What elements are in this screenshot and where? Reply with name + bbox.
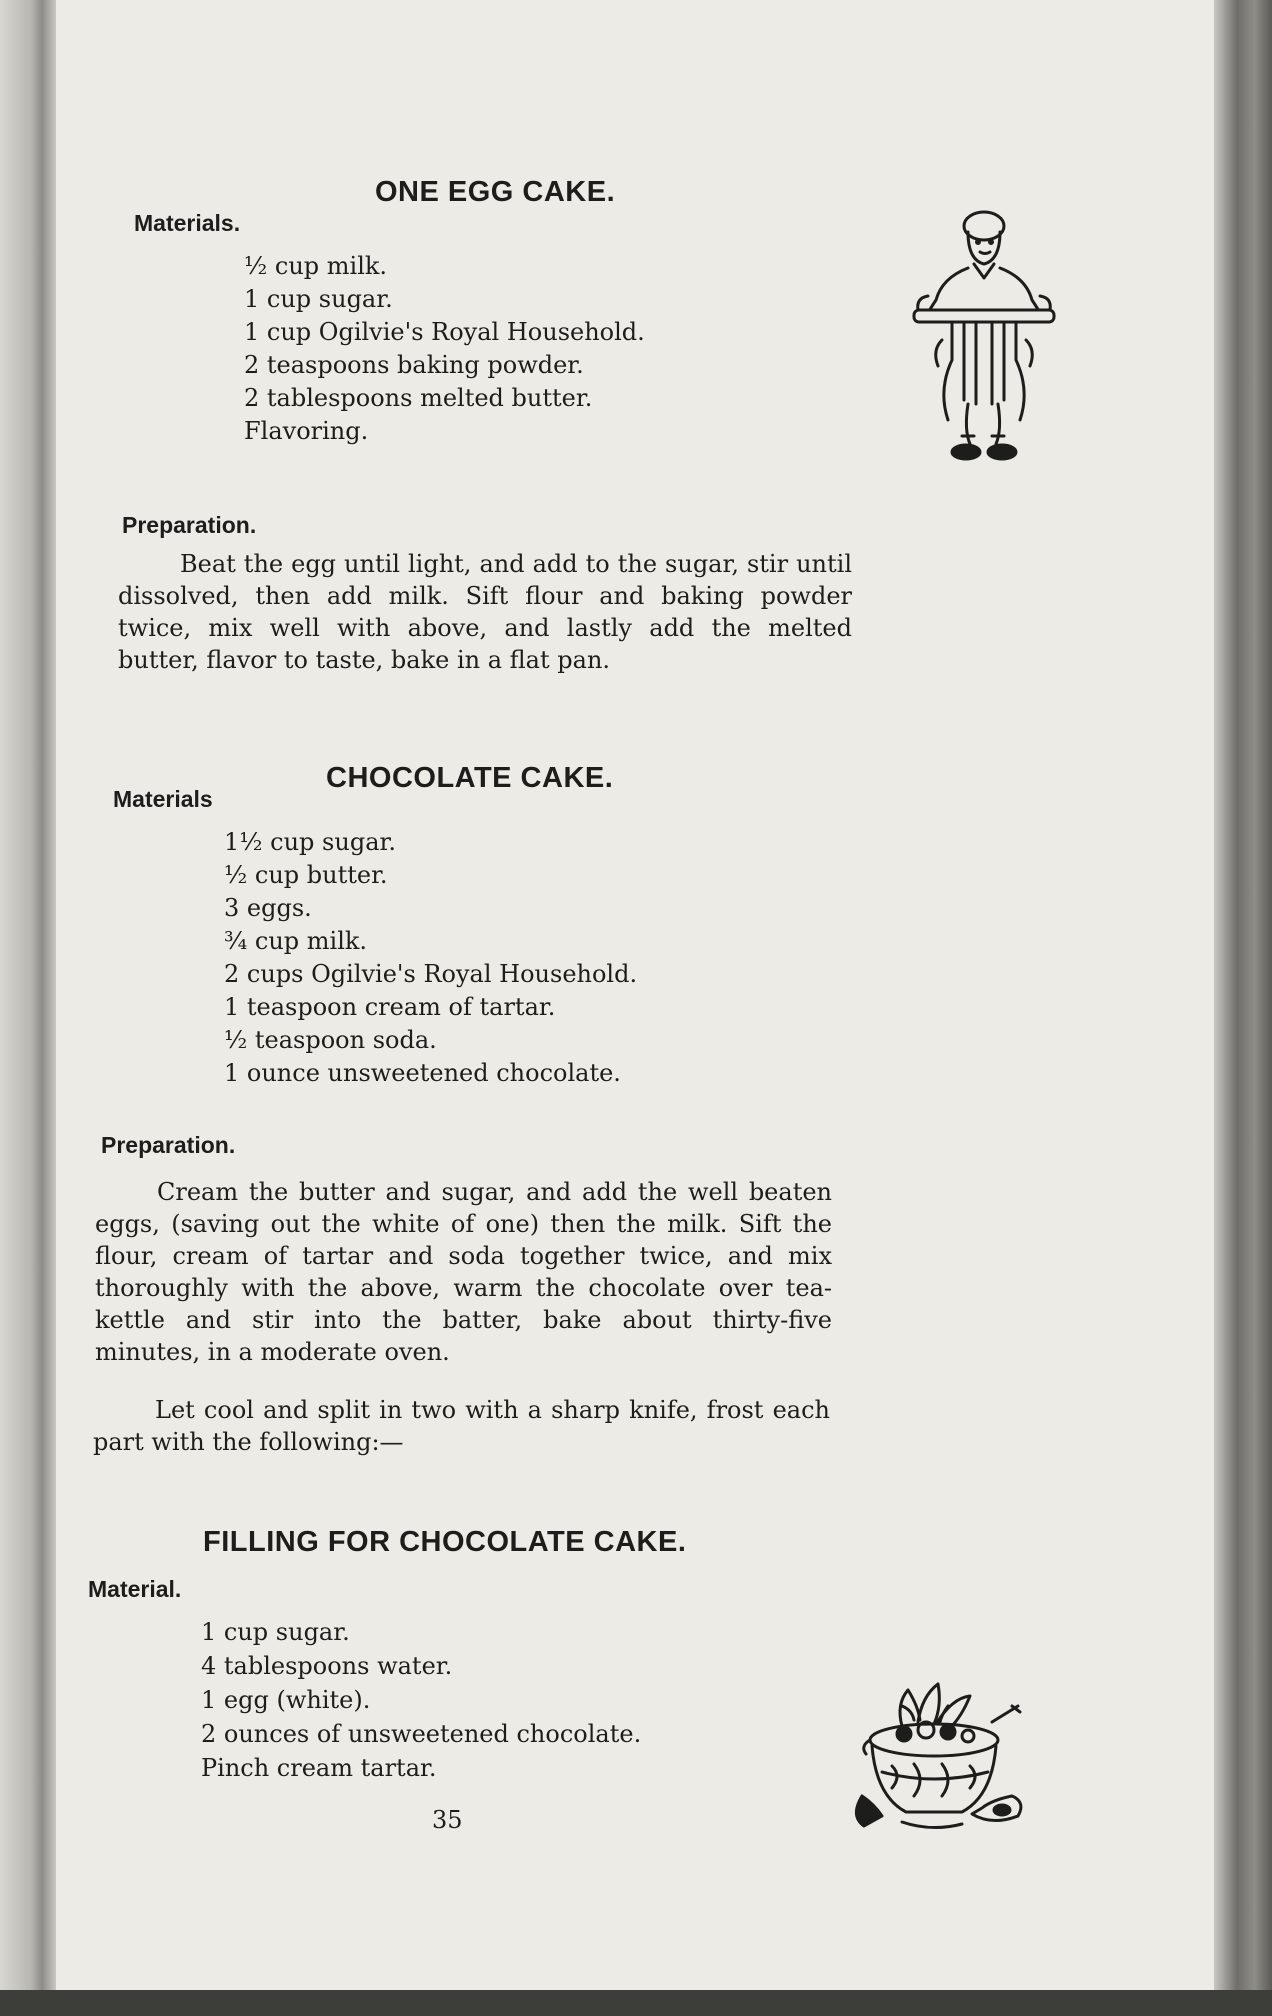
preparation-text: Let cool and split in two with a sharp knife, frost each part with the following:— xyxy=(93,1396,830,1456)
ingredient-item: Pinch cream tartar. xyxy=(201,1754,437,1782)
ingredient-list xyxy=(201,1615,641,1785)
recipe-title-one-egg-cake: ONE EGG CAKE. xyxy=(375,176,616,208)
ingredient-item: 1 ounce unsweetened chocolate. xyxy=(224,1059,621,1087)
ingredient-item: 1 cup Ogilvie's Royal Household. xyxy=(244,318,645,346)
right-page-edge xyxy=(1214,0,1272,2016)
ingredient-item: 1 teaspoon cream of tartar. xyxy=(224,993,556,1021)
recipe-title-filling: FILLING FOR CHOCOLATE CAKE. xyxy=(203,1526,687,1558)
vegetable-basket-illustration xyxy=(842,1676,1032,1836)
ingredient-item: 2 tablespoons melted butter. xyxy=(244,384,593,412)
ingredient-item: ¾ cup milk. xyxy=(224,927,368,955)
ingredient-list xyxy=(244,250,645,448)
left-page-edge xyxy=(0,0,56,2016)
page-number: 35 xyxy=(432,1806,463,1834)
ingredient-item: 1 egg (white). xyxy=(201,1686,371,1714)
preparation-text: Cream the butter and sugar, and add the well beaten eggs, (saving out the white of one) then the milk. Sift the flour, cream of tartar and soda together twice, and mix thoroughly with the above, warm the chocolate over tea-kettle and stir into the batter, bake about thirty-five minutes, in a moderate oven. xyxy=(95,1178,832,1366)
materials-label: Materials. xyxy=(134,210,241,236)
ingredient-item: 2 ounces of unsweetened chocolate. xyxy=(201,1720,642,1748)
preparation-label: Preparation. xyxy=(122,512,257,538)
bottom-page-edge xyxy=(0,1990,1272,2016)
ingredient-item: ½ teaspoon soda. xyxy=(224,1026,437,1054)
ingredient-item: ½ cup butter. xyxy=(224,861,388,889)
materials-label: Material. xyxy=(88,1576,182,1602)
materials-label: Materials xyxy=(113,786,213,812)
ingredient-item: 1 cup sugar. xyxy=(244,285,393,313)
preparation-label: Preparation. xyxy=(101,1132,236,1158)
ingredient-item: 2 teaspoons baking powder. xyxy=(244,351,584,379)
ingredient-item: 1 cup sugar. xyxy=(201,1618,350,1646)
preparation-text: Beat the egg until light, and add to the sugar, stir until dissolved, then add milk. Sift flour and baking powder twice, mix well with above, and lastly add the melted butter, flavor to taste, bake in a flat pan. xyxy=(118,550,852,674)
ingredient-item: ½ cup milk. xyxy=(244,252,388,280)
ingredient-item: 2 cups Ogilvie's Royal Household. xyxy=(224,960,638,988)
ingredient-list xyxy=(224,826,637,1090)
ingredient-item: 3 eggs. xyxy=(224,894,312,922)
ingredient-item: 1½ cup sugar. xyxy=(224,828,396,856)
ingredient-item: 4 tablespoons water. xyxy=(201,1652,453,1680)
recipe-title-chocolate-cake: CHOCOLATE CAKE. xyxy=(326,762,614,794)
chef-carrying-tray-illustration xyxy=(898,200,1070,470)
ingredient-item: Flavoring. xyxy=(244,417,369,445)
